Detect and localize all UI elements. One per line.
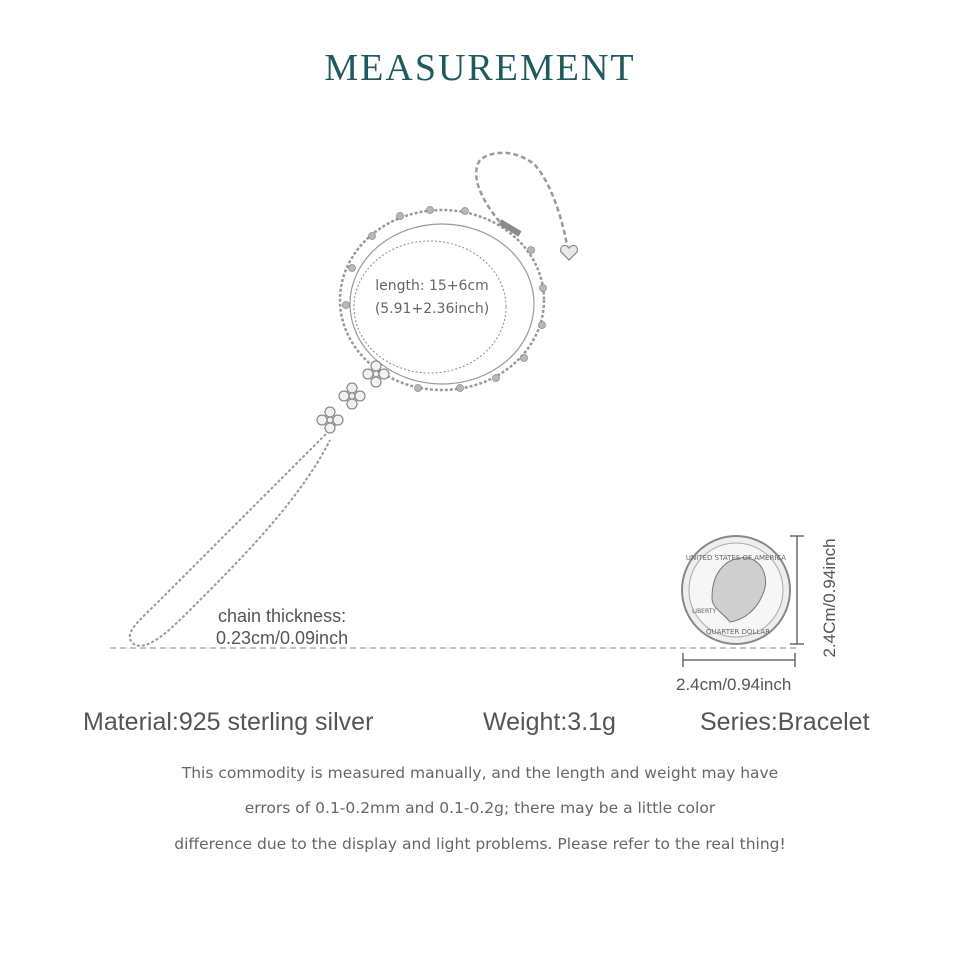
disclaimer-line-3: difference due to the display and light problems. Please refer to the real thing!	[174, 835, 786, 853]
weight-spec: Weight:3.1g	[483, 708, 616, 736]
coin-height-dimension	[790, 536, 804, 644]
coin-width-dimension	[683, 653, 795, 667]
coin-height-label: 2.4Cm/0.94inch	[820, 538, 839, 658]
quarter-coin-image	[682, 536, 790, 644]
coin-width-label: 2.4cm/0.94inch	[676, 675, 792, 694]
disclaimer-line-1: This commodity is measured manually, and the length and weight may have	[181, 764, 779, 782]
heart-icon	[561, 245, 578, 260]
bracelet-image	[130, 153, 568, 646]
chain-thickness-value: 0.23cm/0.09inch	[216, 628, 349, 648]
bracelet-length-label: length: 15+6cm	[375, 278, 489, 294]
page-title: MEASUREMENT	[324, 47, 636, 89]
material-spec: Material:925 sterling silver	[83, 708, 374, 736]
flower-charm-icon	[317, 361, 389, 433]
coin-text-liberty: LIBERTY	[691, 608, 717, 615]
series-spec: Series:Bracelet	[700, 708, 870, 736]
bracelet-length-inch-label: (5.91+2.36inch)	[374, 301, 490, 317]
coin-text-top: UNITED STATES OF AMERICA	[685, 554, 787, 562]
chain-thickness-label: chain thickness:	[218, 606, 347, 626]
coin-text-bottom: QUARTER DOLLAR	[705, 628, 771, 636]
disclaimer-line-2: errors of 0.1-0.2mm and 0.1-0.2g; there may be a little color	[244, 799, 716, 817]
